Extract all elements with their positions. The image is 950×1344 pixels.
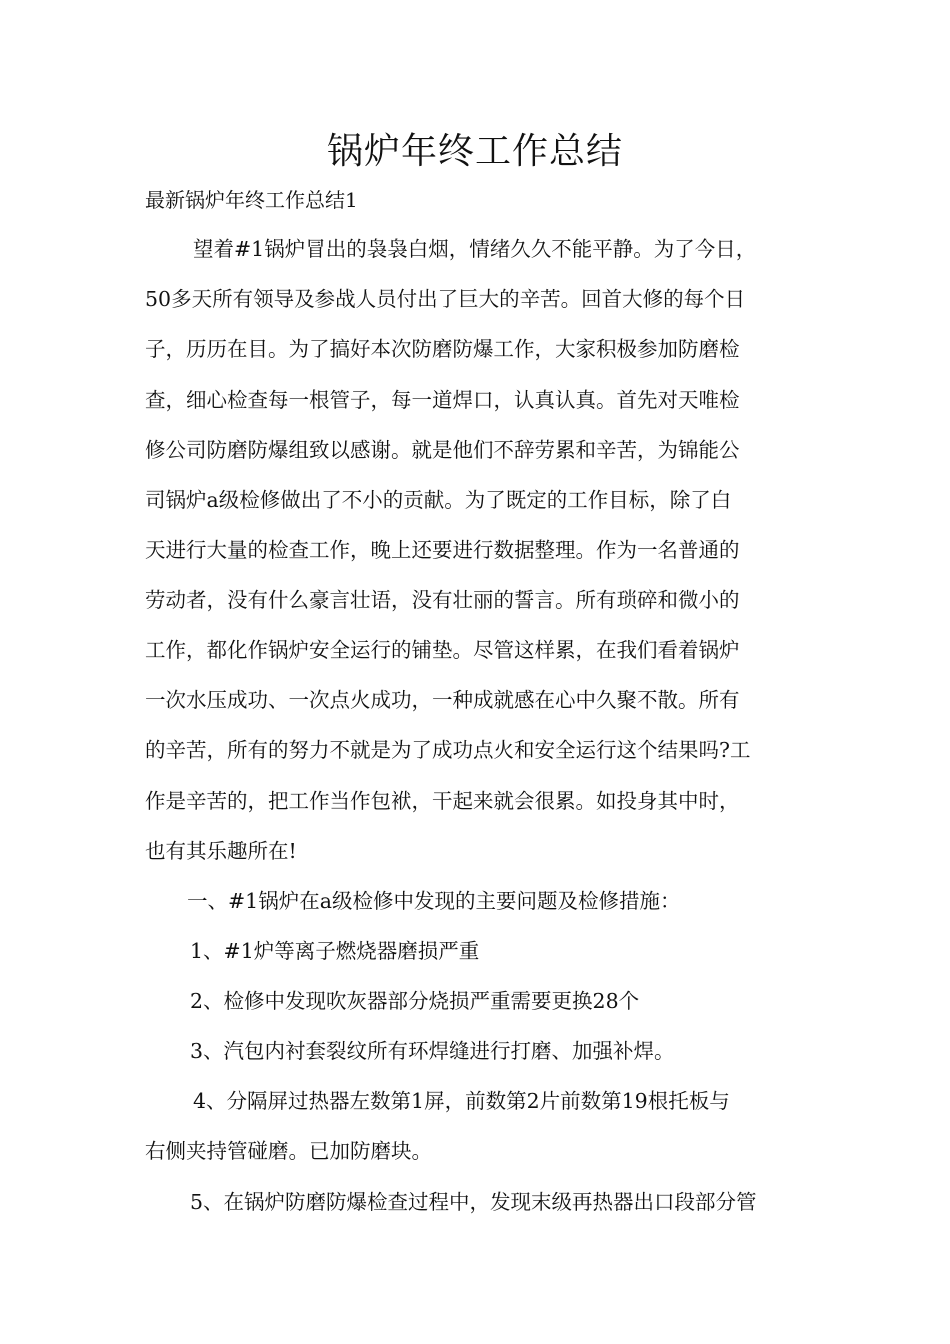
paragraph-line: 望着#1锅炉冒出的袅袅白烟，情绪久久不能平静。为了今日， (193, 237, 757, 261)
section-heading: 一、#1锅炉在a级检修中发现的主要问题及检修措施： (187, 889, 681, 913)
paragraph-line: 作是辛苦的，把工作当作包袱，干起来就会很累。如投身其中时， (145, 789, 740, 813)
paragraph-line: 劳动者，没有什么豪言壮语，没有壮丽的誓言。所有琐碎和微小的 (145, 588, 740, 612)
paragraph-line: 一次水压成功、一次点火成功，一种成就感在心中久聚不散。所有 (145, 688, 740, 712)
paragraph-line: 司锅炉a级检修做出了不小的贡献。为了既定的工作目标，除了白 (145, 488, 732, 512)
paragraph-line: 子，历历在目。为了搞好本次防磨防爆工作，大家积极参加防磨检 (145, 337, 740, 361)
list-item: 5、在锅炉防磨防爆检查过程中，发现末级再热器出口段部分管 (190, 1190, 757, 1214)
paragraph-line: 天进行大量的检查工作，晚上还要进行数据整理。作为一名普通的 (145, 538, 740, 562)
paragraph-line: 查，细心检查每一根管子，每一道焊口，认真认真。首先对天唯检 (145, 388, 740, 412)
paragraph-line: 也有其乐趣所在! (145, 839, 297, 863)
paragraph-line: 工作，都化作锅炉安全运行的铺垫。尽管这样累，在我们看着锅炉 (145, 638, 740, 662)
list-item: 3、汽包内衬套裂纹所有环焊缝进行打磨、加强补焊。 (190, 1039, 675, 1063)
paragraph-line: 修公司防磨防爆组致以感谢。就是他们不辞劳累和辛苦，为锦能公 (145, 438, 740, 462)
list-item-continuation: 右侧夹持管碰磨。已加防磨块。 (145, 1139, 432, 1163)
list-item: 4、分隔屏过热器左数第1屏，前数第2片前数第19根托板与 (193, 1089, 730, 1113)
list-item: 2、检修中发现吹灰器部分烧损严重需要更换28个 (190, 989, 640, 1013)
paragraph-line: 的辛苦，所有的努力不就是为了成功点火和安全运行这个结果吗?工 (145, 738, 751, 762)
paragraph-line: 50多天所有领导及参战人员付出了巨大的辛苦。回首大修的每个日 (145, 287, 746, 311)
document-subtitle: 最新锅炉年终工作总结1 (145, 188, 358, 212)
list-item: 1、#1炉等离子燃烧器磨损严重 (190, 939, 480, 963)
document-title: 锅炉年终工作总结 (326, 131, 623, 172)
